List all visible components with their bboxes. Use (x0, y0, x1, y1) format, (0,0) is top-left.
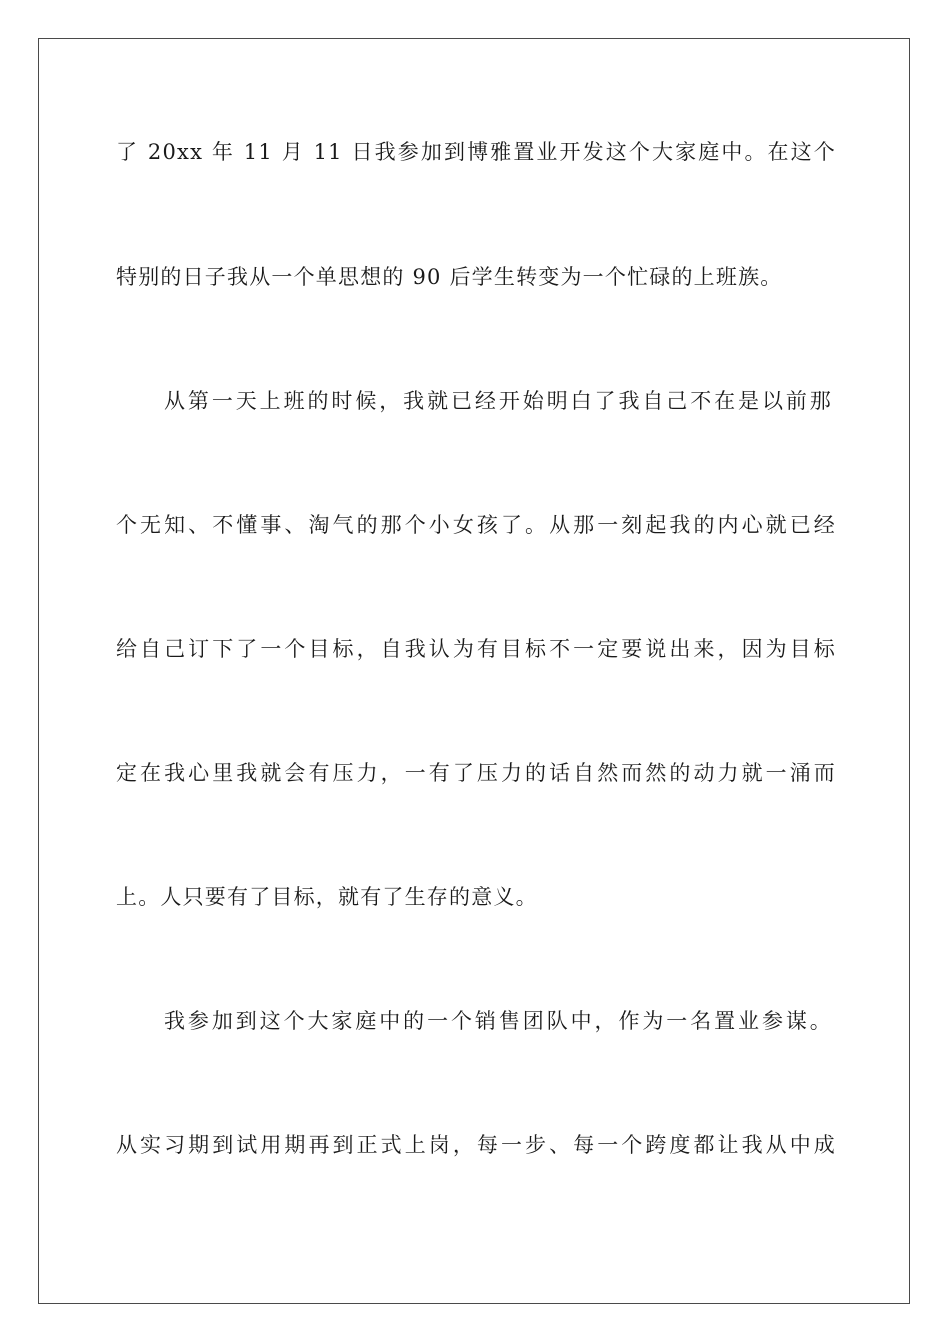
text-line-4: 个无知、不懂事、淘气的那个小女孩了。从那一刻起我的内心就已经 (116, 513, 836, 537)
text-line-7: 上。人只要有了目标，就有了生存的意义。 (116, 885, 538, 909)
text-line-5: 给自己订下了一个目标，自我认为有目标不一定要说出来，因为目标 (116, 637, 836, 661)
text-line-2: 特别的日子我从一个单思想的 90 后学生转变为一个忙碌的上班族。 (116, 265, 783, 289)
text-line-8: 我参加到这个大家庭中的一个销售团队中，作为一名置业参谋。 (164, 1009, 832, 1033)
text-line-9: 从实习期到试用期再到正式上岗，每一步、每一个跨度都让我从中成 (116, 1133, 836, 1157)
text-line-6: 定在我心里我就会有压力，一有了压力的话自然而然的动力就一涌而 (116, 761, 836, 785)
text-line-1: 了 20xx 年 11 月 11 日我参加到博雅置业开发这个大家庭中。在这个 (116, 140, 836, 164)
page-border (38, 38, 910, 1304)
text-line-3: 从第一天上班的时候，我就已经开始明白了我自己不在是以前那 (164, 389, 832, 413)
